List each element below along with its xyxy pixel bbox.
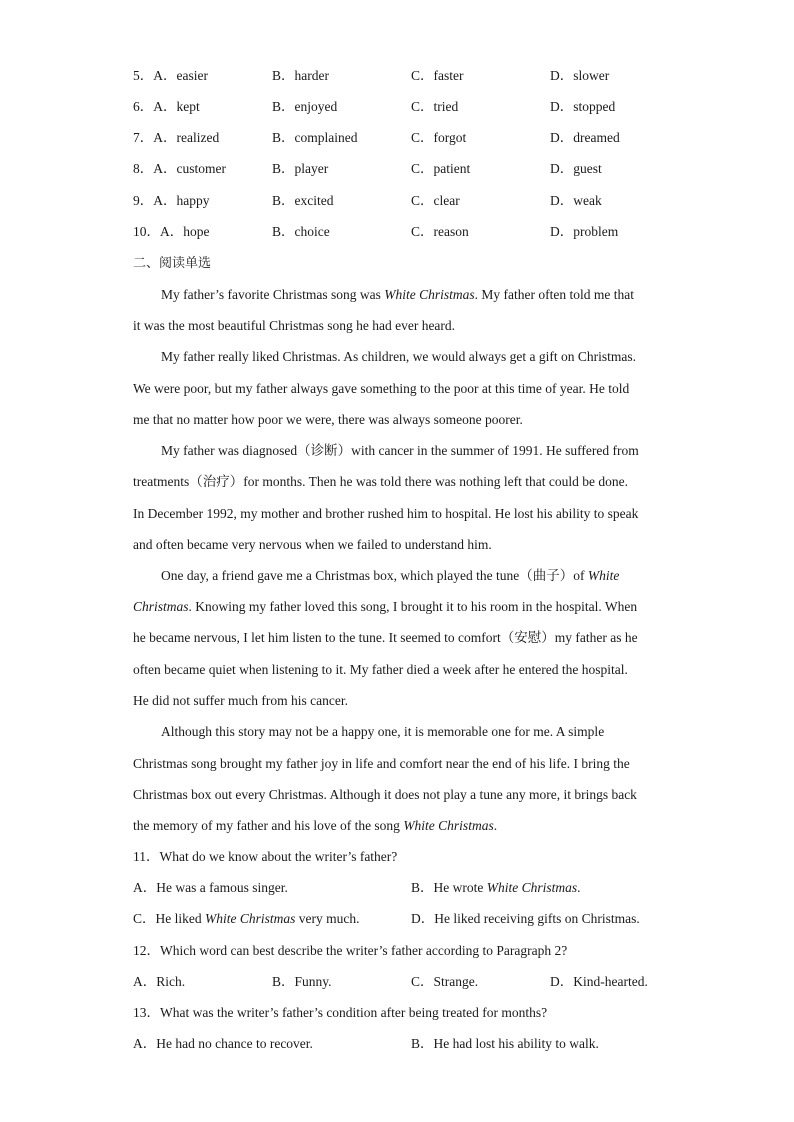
option-a: 5．A．easier [133,68,208,83]
passage-line: My father really liked Christmas. As children, we would always get a gift on Christmas. [161,349,637,364]
passage-line: He did not suffer much from his cancer. [133,693,348,708]
passage-line: Although this story may not be a happy one, it is memorable one for me. A simple [161,724,605,739]
option-a: 7．A．realized [133,130,220,145]
passage-line: the memory of my father and his love of the song White Christmas. [133,818,498,833]
option-b: B．Funny. [272,974,332,989]
passage-line: In December 1992, my mother and brother rushed him to hospital. He lost his ability to speak [133,506,639,521]
option-b: B．He had lost his ability to walk. [411,1036,599,1051]
passage-line: We were poor, but my father always gave something to the poor at this time of year. He told [133,381,630,396]
option-c: C．patient [411,161,471,176]
option-a: A．He had no chance to recover. [133,1036,313,1051]
option-c: C．clear [411,193,460,208]
option-a: 9．A．happy [133,193,210,208]
passage-line: Christmas. Knowing my father loved this song, I brought it to his room in the hospital. When [133,599,638,614]
option-d: D．guest [550,161,602,176]
passage-line: My father’s favorite Christmas song was White Christmas. My father often told me that [161,287,634,302]
passage-line: and often became very nervous when we failed to understand him. [133,537,492,552]
option-c: C．tried [411,99,459,114]
option-b: B．complained [272,130,358,145]
passage-line: often became quiet when listening to it. My father died a week after he entered the hospital. [133,662,628,677]
option-d: D．Kind-hearted. [550,974,648,989]
passage-line: Christmas box out every Christmas. Although it does not play a tune any more, it brings back [133,787,637,802]
passage-line: My father was diagnosed（诊断）with cancer in the summer of 1991. He suffered from [161,443,639,458]
option-b: B．harder [272,68,329,83]
option-d: D．stopped [550,99,616,114]
passage-line: One day, a friend gave me a Christmas box, which played the tune（曲子）of White [161,568,620,583]
passage-line: it was the most beautiful Christmas song he had ever heard. [133,318,456,333]
option-b: B．choice [272,224,330,239]
option-d: D．slower [550,68,610,83]
passage-line: he became nervous, I let him listen to the tune. It seemed to comfort（安慰）my father as he [133,630,638,645]
option-b: B．enjoyed [272,99,338,114]
passage-line: Christmas song brought my father joy in life and comfort near the end of his life. I bring the [133,756,630,771]
option-b: B．He wrote White Christmas. [411,880,581,895]
option-c: C．faster [411,68,464,83]
option-c: C．Strange. [411,974,479,989]
passage-line: treatments（治疗）for months. Then he was told there was nothing left that could be done. [133,474,629,489]
section-title: 二、阅读单选 [133,256,212,271]
option-c: C．He liked White Christmas very much. [133,911,360,926]
option-a: A．He was a famous singer. [133,880,288,895]
option-d: D．He liked receiving gifts on Christmas. [411,911,640,926]
option-d: D．dreamed [550,130,620,145]
question-stem-11: 11．What do we know about the writer’s father? [133,849,398,864]
option-a: 6．A．kept [133,99,200,114]
option-d: D．problem [550,224,619,239]
option-b: B．excited [272,193,334,208]
option-b: B．player [272,161,329,176]
option-a: 10．A．hope [133,224,210,239]
option-c: C．forgot [411,130,467,145]
question-stem-12: 12．Which word can best describe the writer’s father according to Paragraph 2? [133,943,568,958]
passage-line: me that no matter how poor we were, there was always someone poorer. [133,412,523,427]
option-d: D．weak [550,193,602,208]
option-a: 8．A．customer [133,161,226,176]
question-stem-13: 13．What was the writer’s father’s condition after being treated for months? [133,1005,548,1020]
option-c: C．reason [411,224,469,239]
option-a: A．Rich. [133,974,186,989]
